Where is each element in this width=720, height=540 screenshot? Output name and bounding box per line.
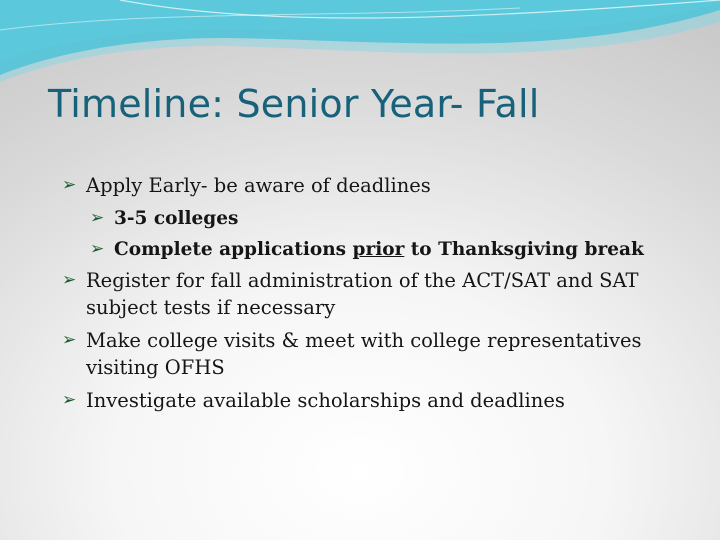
bullet-scholarships xyxy=(62,387,712,414)
arrow-bullet-icon: ➢ xyxy=(90,239,105,259)
bullet-text: Apply Early- be aware of deadlines xyxy=(86,174,431,197)
bullet-text-post: to Thanksgiving break xyxy=(404,239,644,260)
bullet-text: Investigate available scholarships and deadlines xyxy=(86,389,565,412)
sub-bullet-complete-applications xyxy=(90,236,712,263)
header-wave-decoration xyxy=(0,0,720,90)
arrow-bullet-icon: ➢ xyxy=(62,270,77,290)
bullet-text-pre: Complete applications xyxy=(114,239,353,260)
sub-bullet-3-5-colleges xyxy=(90,205,712,232)
bullet-text: Register for fall administration of the ACT/SAT and SAT subject tests if necessary xyxy=(86,269,639,319)
arrow-bullet-icon: ➢ xyxy=(62,390,77,410)
arrow-bullet-icon: ➢ xyxy=(62,175,77,195)
slide-title: Timeline: Senior Year- Fall xyxy=(48,82,540,126)
bullet-register-act-sat xyxy=(62,267,712,321)
arrow-bullet-icon: ➢ xyxy=(90,208,105,228)
bullet-text-underlined: prior xyxy=(352,239,405,260)
bullet-text: 3-5 colleges xyxy=(114,208,239,229)
bullet-text: Make college visits & meet with college representatives visiting OFHS xyxy=(86,329,642,379)
bullet-list xyxy=(62,172,712,420)
bullet-college-visits xyxy=(62,327,712,381)
arrow-bullet-icon: ➢ xyxy=(62,330,77,350)
bullet-apply-early xyxy=(62,172,712,199)
